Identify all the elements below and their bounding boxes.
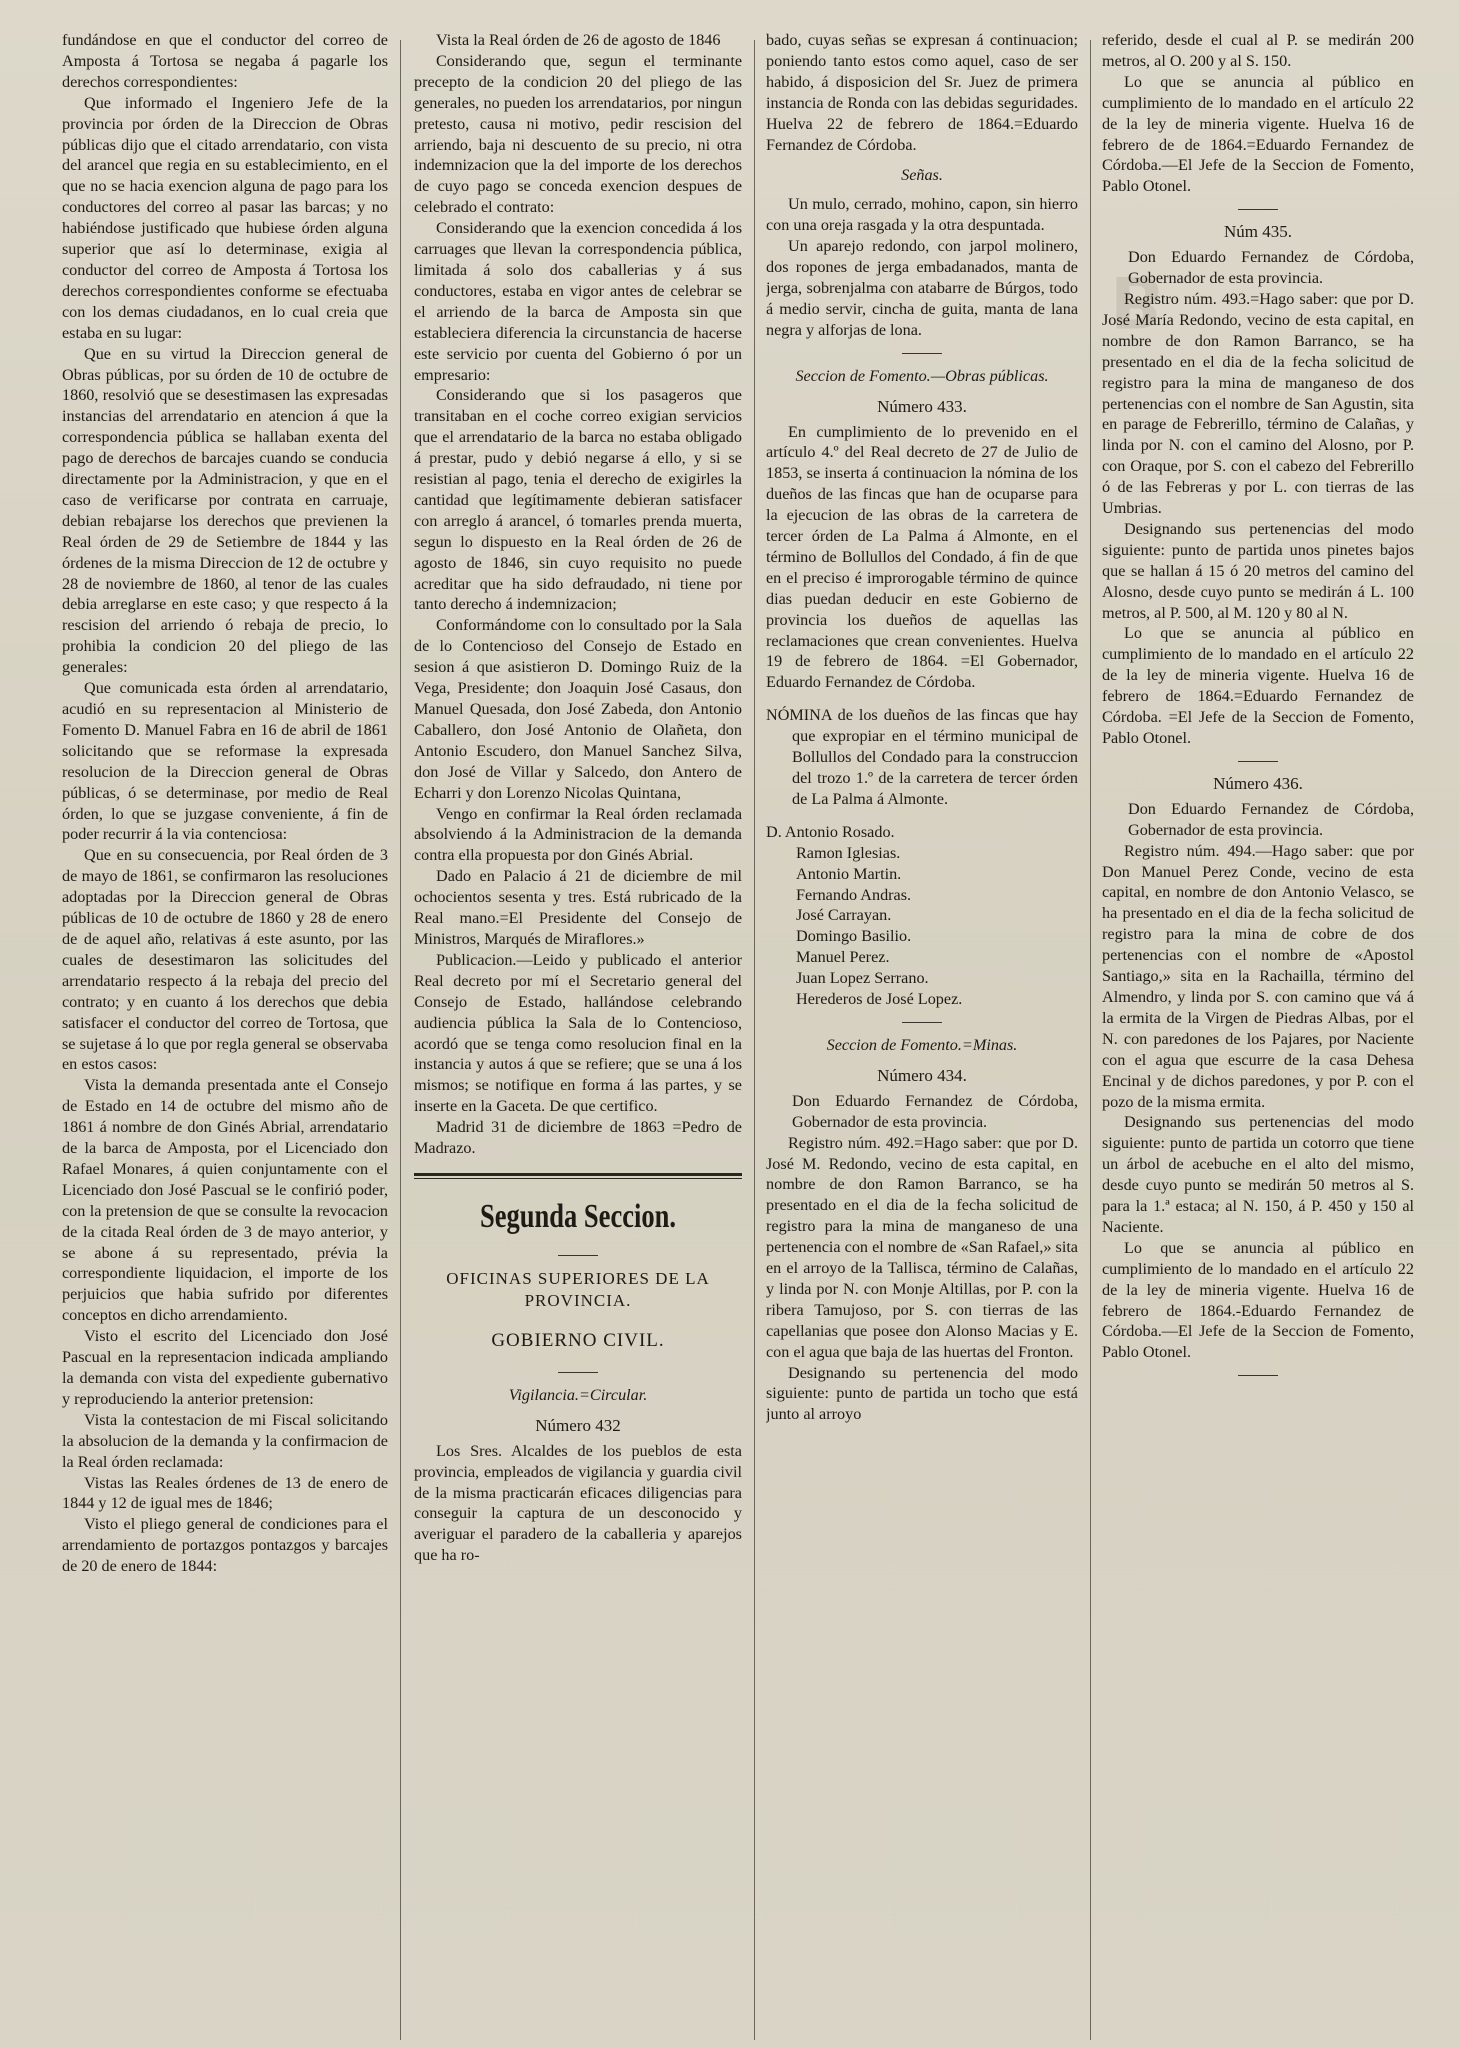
section-heading: Segunda Seccion. — [480, 1197, 676, 1235]
paragraph: Don Eduardo Fernandez de Córdoba, Gobernador de esta provincia. — [1128, 248, 1414, 288]
paragraph: Vista la demanda presentada ante el Consejo de Estado en 14 de octubre del mismo año de 1861 á nombre de don Ginés Abrial, arrendatario de la barca de Amposta, por el Licenciado don Rafael Monares, á quien conjuntamente con el Licenciado don José Pascual se le confirió poder, con la pretension de que se consulte la revocacion de la citada Real órden de 3 de mayo anterior, y se abone á su representado, prévia la correspondiente liquidacion, el importe de los perjuicios que habia sufrido por diferentes conceptos en dicho arrendamiento. — [62, 1076, 388, 1325]
paragraph: Visto el pliego general de condiciones para el arrendamiento de portazgos pontazgos y barcajes de 20 de enero de 1844: — [62, 1515, 388, 1576]
bleed-through-mark: B — [1110, 260, 1164, 342]
paragraph: Un aparejo redondo, con jarpol molinero, dos ropones de jerga embadanados, manta de jerga, sobrenjalma con atabarre de Búrgos, todo á medio servir, cincha de guita, manta de lana negra y alforjas de lona. — [766, 237, 1078, 339]
column-3 — [766, 30, 1078, 2040]
list-item: Herederos de José Lopez. — [796, 990, 963, 1009]
paragraph: Registro núm. 493.=Hago saber: que por D. José María Redondo, vecino de esta capital, en nombre de don Ramon Barranco, se ha presentado en el dia de la fecha solicitud de registro para la mina de manganeso de dos pertenencias con el nombre de San Agustin, sita en parage de Febrerillo, término de Calañas, y linda por N. con el camino del Alosno, por P. con Oraque, por S. con el cabezo del Febrerillo ó de las Febreras y por L. con tierras de las Umbrias. — [1102, 289, 1414, 518]
paragraph: Visto el escrito del Licenciado don José Pascual en la representacion indicada ampliando la demanda con vista del expediente gubernativo y reproduciendo la anterior pretension: — [62, 1327, 388, 1408]
paragraph: Registro núm. 492.=Hago saber: que por D. José M. Redondo, vecino de esta capital, en nombre de don Ramon Barranco, se ha presentado en el dia de la fecha solicitud de registro para la mina de manganeso de una pertenencia con el nombre de «San Rafael,» sita en el arroyo de la Tallisca, término de Calañas, y linda por N. con Monje Altillas, por P. con la ribera Tamujoso, por S. con tierras de las capellanias que posee don Alonso Macias y E. con el agua que baja de las huertas del Fronton. — [766, 1133, 1078, 1361]
column-4 — [1102, 30, 1414, 2040]
paragraph: fundándose en que el conductor del correo de Amposta á Tortosa se negaba á pagarle los derechos correspondientes: — [62, 31, 388, 91]
subsection-title: Señas. — [901, 166, 943, 185]
item-number: Número 436. — [1213, 773, 1303, 793]
divider — [1238, 1375, 1278, 1376]
paragraph: bado, cuyas señas se expresan á continuacion; poniendo tanto estos como aquel, caso de ser habido, á disposicion del Sr. Juez de primera instancia de Ronda con las debidas seguridades. Huelva 22 de febrero de 1864.=Eduardo Fernandez de Córdoba. — [766, 31, 1078, 154]
paragraph: Vista la contestacion de mi Fiscal solicitando la absolucion de la demanda y la confirmacion de la Real órden reclamada: — [62, 1410, 388, 1471]
paragraph: Que en su consecuencia, por Real órden de 3 de mayo de 1861, se confirmaron las resoluciones adoptadas por la Direccion general de Obras públicas de 10 de octubre de 1860 y 28 de enero de de aquel año, relativas á este asunto, por las cuales de desestimaron las solicitudes del arrendatario respecto á la rebaja del precio del contrato; y en cuanto á los derechos que debia satisfacer el conductor del correo de Tortosa, que se sujetase á lo que por regla general se observaba en estos casos: — [62, 846, 388, 1074]
subsection-title: Seccion de Fomento.—Obras públicas. — [795, 366, 1049, 385]
paragraph: Considerando que si los pasageros que transitaban en el coche correo exigian servicios que el arrendatario de la barca no estaba obligado á prestar, pudo y debió negarse á ello, y si se resistian al pago, tenia el derecho de exigirles la cantidad que legítimamente debieran satisfacer con arreglo á arancel, ó tomarles prenda muerta, segun lo dispuesto en la Real órden de 26 de agosto de 1846, sin cuyo requisito no puede acreditar que ha sido defraudado, ni tiene por tanto derecho á indemnizacion; — [414, 386, 742, 614]
item-number: Número 432 — [535, 1415, 621, 1435]
paragraph: Designando sus pertenencias del modo siguiente: punto de partida unos pinetes bajos que se hallan á 15 ó 20 metros del camino del Alosno, desde cuyo punto se medirán á L. 100 metros, al P. 500, al M. 120 y 80 al N. — [1102, 519, 1414, 622]
list-item: Juan Lopez Serrano. — [796, 969, 929, 988]
paragraph: Lo que se anuncia al público en cumplimiento de lo mandado en el artículo 22 de la ley de mineria vigente. Huelva 16 de febrero de de 1864.=Eduardo Fernandez de Córdoba.—El Jefe de la Seccion de Fomento, Pablo Otonel. — [1102, 72, 1414, 196]
divider — [558, 1255, 598, 1256]
divider — [558, 1372, 598, 1373]
list-item: Fernando Andras. — [796, 885, 912, 904]
paragraph: referido, desde el cual al P. se medirán 200 metros, al O. 200 y al S. 150. — [1102, 31, 1414, 70]
government-heading: GOBIERNO CIVIL. — [491, 1329, 665, 1351]
paragraph: Designando sus pertenencias del modo siguiente: punto de partida un cotorro que tiene un árbol de acebuche en el alto del mismo, desde cuyo punto se medirán 50 metros al S. para la 1.ª estaca; al N. 150, á P. 450 y 150 al Naciente. — [1102, 1113, 1414, 1236]
divider — [1238, 209, 1278, 210]
paragraph: Registro núm. 494.—Hago saber: que por Don Manuel Perez Conde, vecino de esta capital, en nombre de don Antonio Velasco, se ha presentado en el dia de la fecha solicitud de registro para la mina de cobre de dos pertenencias con el nombre de «Apostol Santiago,» sita en la Rachailla, término del Almendro, y linda por S. con camino que vá á la ermita de la Virgen de Piedras Albas, por el N. con paredones de los Pajares, por Naciente con el agua que escurre de la casa Dehesa Encinal y de dichos paredones, y por P. con el pozo de la misma ermita. — [1102, 841, 1414, 1111]
column-1 — [62, 30, 388, 2040]
paragraph: Madrid 31 de diciembre de 1863 =Pedro de Madrazo. — [414, 1118, 742, 1158]
divider — [902, 1022, 942, 1023]
paragraph: NÓMINA de los dueños de las fincas que hay que expropiar en el término municipal de Bollullos del Condado para la construccion del trozo 1.º de la carretera de tercer órden de La Palma á Almonte. — [766, 706, 1078, 808]
paragraph: Don Eduardo Fernandez de Córdoba, Gobernador de esta provincia. — [1128, 799, 1414, 839]
list-item: Ramon Iglesias. — [796, 843, 901, 862]
paragraph: Conformándome con lo consultado por la Sala de lo Contencioso del Consejo de Estado en sesion á que asistieron D. Domingo Ruiz de la Vega, Presidente; don Joaquin José Casaus, don Manuel Quesada, don José Zabeda, don Antonio Caballero, don José Antonio de Olañeta, don Antonio Escudero, don Manuel Sanchez Silva, don José de Villar y Salcedo, don Antero de Echarri y don Lorenzo Nicolas Quintana, — [414, 616, 742, 802]
list-item: D. Antonio Rosado. — [766, 822, 895, 841]
item-number: Número 433. — [877, 396, 967, 416]
paragraph: Vengo en confirmar la Real órden reclamada absolviendo á la Administracion de la demanda contra ella propuesta por don Ginés Abrial. — [414, 804, 742, 865]
paragraph: Vista la Real órden de 26 de agosto de 1846 — [436, 31, 721, 49]
subsection-title: Seccion de Fomento.=Minas. — [826, 1035, 1018, 1054]
item-number: Núm 435. — [1224, 222, 1292, 242]
office-heading: OFICINAS SUPERIORES DE LA PROVINCIA. — [446, 1268, 710, 1310]
divider — [902, 353, 942, 354]
list-item: Antonio Martin. — [796, 864, 902, 883]
paragraph: Dado en Palacio á 21 de diciembre de mil ochocientos sesenta y tres. Está rubricado de la Real mano.=El Presidente del Consejo de Ministros, Marqués de Miraflores.» — [414, 867, 742, 948]
subsection-title: Vigilancia.=Circular. — [508, 1385, 648, 1404]
paragraph: Un mulo, cerrado, mohino, capon, sin hierro con una oreja rasgada y la otra despuntada. — [766, 195, 1078, 235]
paragraph: Que informado el Ingeniero Jefe de la provincia por órden de la Direccion de Obras públicas dijo que el citado arrendatario, con vista del arancel que regia en su establecimiento, en el que no se hacia exencion alguna de pago para los conductores del correo al pasar las barcas; y no habiéndose justificado que hubiese órden alguna superior que así lo determinase, exigia al conductor del correo de Amposta á Tortosa los derechos correspondientes conforme se efectuaba con los demas ciudadanos, en lo cual creia que estaba en su lugar: — [62, 93, 388, 342]
paragraph: Publicacion.—Leido y publicado el anterior Real decreto por mí el Secretario general del Consejo de Estado, hallándose celebrando audiencia pública la Sala de lo Contencioso, acordó que se tenga como resolucion final en la instancia y autos á que se refiere; que se una á los mismos; se notifique en forma á las partes, y se inserte en la Gaceta. De que certifico. — [414, 950, 742, 1116]
column-rule — [400, 40, 401, 2040]
list-item: José Carrayan. — [796, 906, 892, 925]
paragraph: Considerando que, segun el terminante precepto de la condicion 20 del pliego de las generales, no pueden los arrendatarios, por ningun pretesto, causa ni motivo, pedir rescision del arriendo, baja ni descuento de su precio, ni otra indemnizacion que la del importe de los derechos de cuyo pago se conceda exencion despues de celebrado el contrato: — [414, 51, 742, 217]
paragraph: Lo que se anuncia al público en cumplimiento de lo mandado en el artículo 22 de la ley de mineria vigente. Huelva 16 de febrero de 1864.=Eduardo Fernandez de Córdoba. =El Jefe de la Seccion de Fomento, Pablo Otonel. — [1102, 624, 1414, 747]
paragraph: Lo que se anuncia al público en cumplimiento de lo mandado en el artículo 22 de la ley de mineria vigente. Huelva 16 de febrero de 1864.-Eduardo Fernandez de Córdoba.—El Jefe de la Seccion de Fomento, Pablo Otonel. — [1102, 1238, 1414, 1362]
paragraph: En cumplimiento de lo prevenido en el artículo 4.º del Real decreto de 27 de Julio de 1853, se inserta á continuacion la nómina de los dueños de las fincas que han de ocuparse para la ejecucion de las obras de la carretera de tercer órden de La Palma á Almonte, en el término de Bollullos del Condado, á fin de que en el preciso é improrogable término de quince dias puedan deducir en este Gobierno de provincia los dueños de aquellas las reclamaciones que crean convenientes. Huelva 19 de febrero de 1864. =El Gobernador, Eduardo Fernandez de Córdoba. — [766, 422, 1078, 692]
paragraph: Que comunicada esta órden al arrendatario, acudió en su representacion al Ministerio de Fomento D. Manuel Fabra en 16 de abril de 1861 solicitando que se reformase la expresada resolucion de la Direccion general de Obras públicas, ó se determinase, por medio de Real órden, lo que se juzgase conveniente, á fin de poder recurrir á la via contenciosa: — [62, 679, 388, 844]
paragraph: Don Eduardo Fernandez de Córdoba, Gobernador de esta provincia. — [792, 1091, 1078, 1131]
section-divider — [414, 1173, 742, 1179]
item-number: Número 434. — [877, 1065, 967, 1085]
column-rule — [1090, 40, 1091, 2040]
column-rule — [754, 40, 755, 2040]
list-item: Manuel Perez. — [796, 948, 890, 967]
column-2 — [414, 30, 742, 2040]
list-item: Domingo Basilio. — [796, 927, 912, 946]
paragraph: Designando su pertenencia del modo siguiente: punto de partida un tocho que está junto al arroyo — [766, 1363, 1078, 1424]
paragraph: Considerando que la exencion concedida á los carruages que llevan la correspondencia pública, limitada á solo dos caballerias y á sus conductores, estaba en vigor antes de celebrar se el arriendo de la barca de Amposta sin que estableciera diferencia la circunstancia de hacerse este servicio por cuenta del Gobierno ó por un empresario: — [414, 219, 742, 384]
paragraph: Que en su virtud la Direccion general de Obras públicas, por su órden de 10 de octubre de 1860, resolvió que se desestimasen las expresadas instancias del arrendatario en atencion á que la correspondencia pública se hallaban exenta del pago de derechos de barcajes cuando se conducia directamente por la Administracion, y que en el caso de verificarse por contrata en carruaje, debian rebajarse los derechos que previenen la Real órden de 29 de Setiembre de 1844 y las órdenes de la misma Direccion de 12 de octubre y 28 de noviembre de 1860, al tenor de las cuales debia arreglarse en este caso; y que respecto á la rescision del arriendo ó rebaja de precio, lo prohibia la condicion 20 del pliego de las generales: — [62, 344, 388, 677]
paragraph: Vistas las Reales órdenes de 13 de enero de 1844 y 12 de igual mes de 1846; — [62, 1473, 388, 1513]
divider — [1238, 761, 1278, 762]
paragraph: Los Sres. Alcaldes de los pueblos de esta provincia, empleados de vigilancia y guardia civil de la misma practicarán eficaces diligencias para conseguir la captura de un desconocido y averiguar el paradero de la caballeria y aparejos que ha ro- — [414, 1441, 742, 1565]
